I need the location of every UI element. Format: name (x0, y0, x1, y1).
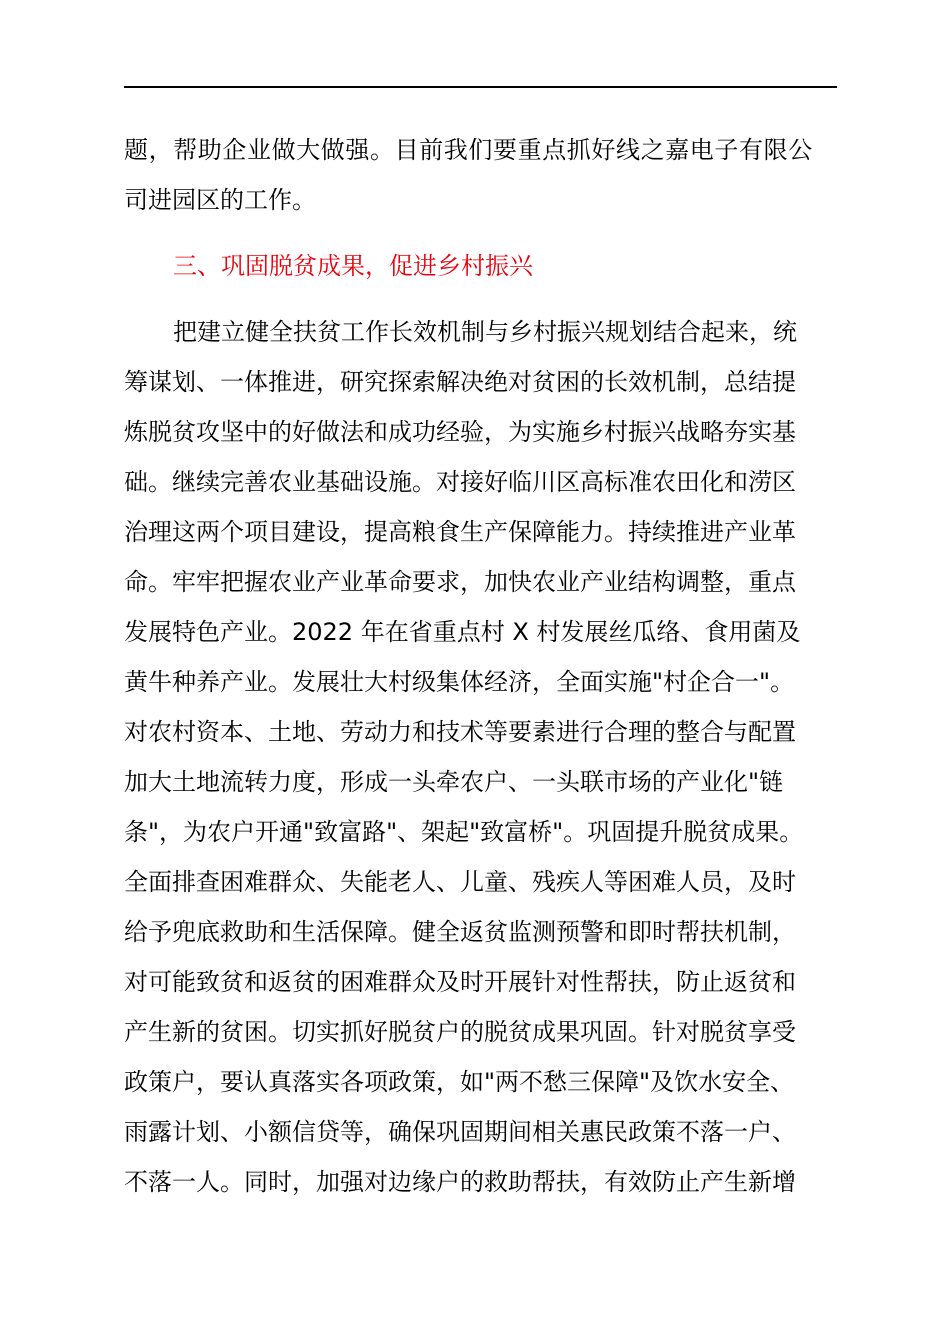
paragraph-line: 命。牢牢把握农业产业革命要求，加快农业产业结构调整，重点 (124, 568, 796, 596)
paragraph-line: 雨露计划、小额信贷等，确保巩固期间相关惠民政策不落一户、 (124, 1118, 796, 1146)
paragraph-line: 产生新的贫困。切实抓好脱贫户的脱贫成果巩固。针对脱贫享受 (124, 1018, 796, 1046)
paragraph-line: 条"，为农户开通"致富路"、架起"致富桥"。巩固提升脱贫成果。 (124, 818, 804, 846)
paragraph-line: 政策户，要认真落实各项政策，如"两不愁三保障"及饮水安全、 (124, 1068, 795, 1096)
header-rule (124, 86, 837, 88)
paragraph-line: 给予兜底救助和生活保障。健全返贫监测预警和即时帮扶机制， (124, 918, 796, 946)
paragraph-line: 础。继续完善农业基础设施。对接好临川区高标准农田化和涝区 (124, 468, 796, 496)
paragraph-line: 对可能致贫和返贫的困难群众及时开展针对性帮扶，防止返贫和 (124, 968, 796, 996)
paragraph-line: 全面排查困难群众、失能老人、儿童、残疾人等困难人员，及时 (124, 868, 796, 896)
continuation-line: 题，帮助企业做大做强。目前我们要重点抓好线之嘉电子有限公 (124, 136, 813, 164)
paragraph-line: 把建立健全扶贫工作长效机制与乡村振兴规划结合起来，统 (173, 318, 797, 346)
paragraph-line: 黄牛种养产业。发展壮大村级集体经济，全面实施"村企合一"。 (124, 668, 795, 696)
continuation-line: 司进园区的工作。 (124, 186, 316, 214)
paragraph-line: 筹谋划、一体推进，研究探索解决绝对贫困的长效机制，总结提 (124, 368, 796, 396)
paragraph-line: 治理这两个项目建设，提高粮食生产保障能力。持续推进产业革 (124, 518, 796, 546)
paragraph-line: 炼脱贫攻坚中的好做法和成功经验，为实施乡村振兴战略夯实基 (124, 418, 796, 446)
paragraph-line: 不落一人。同时，加强对边缘户的救助帮扶，有效防止产生新增 (124, 1168, 796, 1196)
paragraph-line: 加大土地流转力度，形成一头牵农户、一头联市场的产业化"链 (124, 768, 784, 796)
paragraph-line: 发展特色产业。2022 年在省重点村 X 村发展丝瓜络、食用菌及 (124, 618, 801, 646)
section-heading: 三、巩固脱贫成果，促进乡村振兴 (173, 252, 533, 280)
paragraph-line: 对农村资本、土地、劳动力和技术等要素进行合理的整合与配置 (124, 718, 796, 746)
